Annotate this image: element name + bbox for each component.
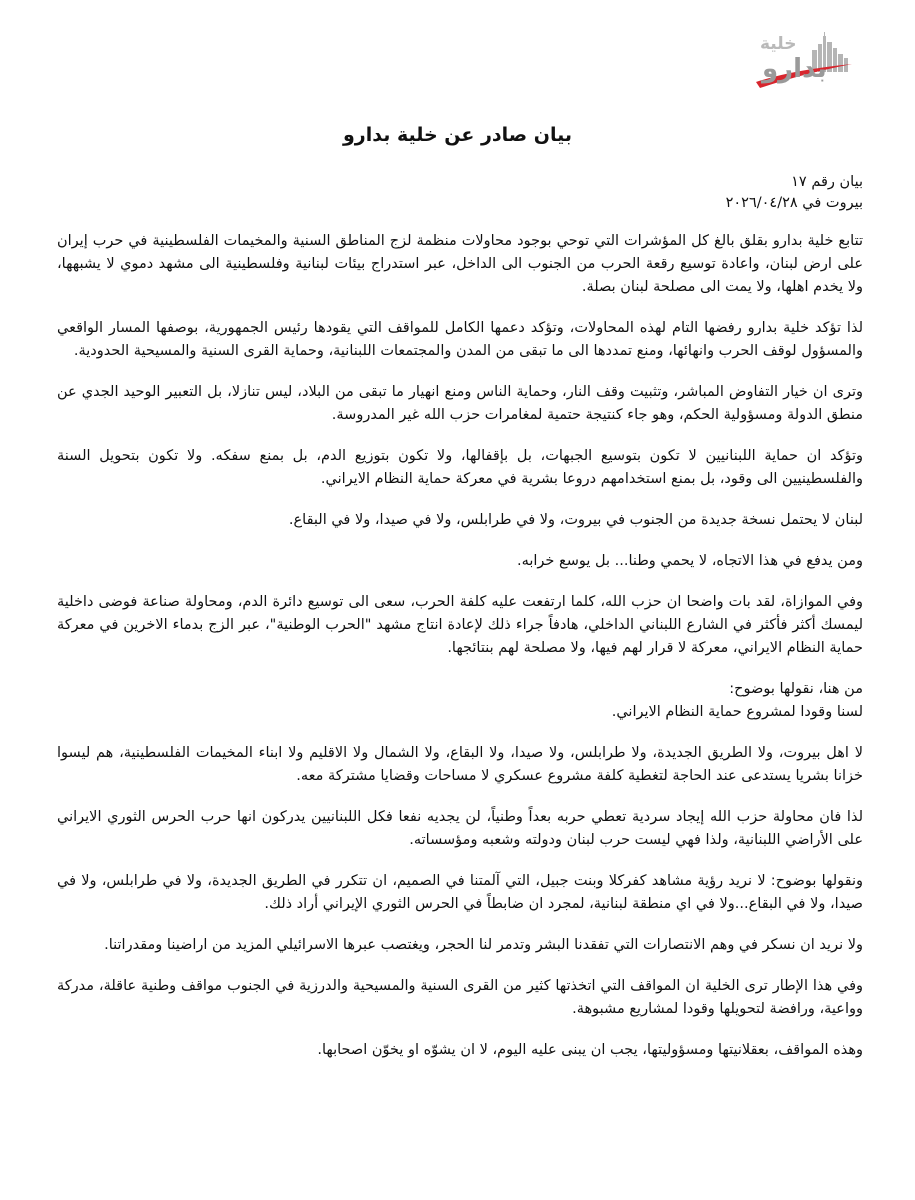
paragraph-15: وهذه المواقف، بعقلانيتها ومسؤوليتها، يجب ان يبنى عليه اليوم، لا ان يشوّه او يخوّن اصحابها.	[317, 1042, 863, 1058]
statement-number: بيان رقم ١٧	[791, 174, 863, 190]
paragraph-7: وفي الموازاة، لقد بات واضحا ان حزب الله، كلما ارتفعت عليه كلفة الحرب، سعى الى توسيع دائرة الدم، ومحاولة صناعة فوضى داخلية ليمسك أكثر فأكثر في الشارع اللبناني الداخلي، هادفاً جراء ذلك لإعادة انتاج مشهد "الحرب الوطنية"، عبر الزج بدماء الاخرين في معركة حماية النظام الايراني، معركة لا قرار لهم فيها، ولا مصلحة لهم بنتائجها.	[57, 594, 863, 656]
statement-meta	[63, 172, 863, 214]
paragraph-13: ولا نريد ان نسكر في وهم الانتصارات التي تفقدنا البشر وتدمر لنا الحجر، ويغتصب عبرها الاسرائيلي المزيد من اراضينا ومقدراتنا.	[104, 937, 863, 953]
paragraph-3: وترى ان خيار التفاوض المباشر، وتثبيت وقف النار، وحماية الناس ومنع انهيار ما تبقى من البلاد، ليس تنازلا، بل التعبير الوحيد الجدي عن منطق الدولة ومسؤولية الحكم، وهو جاء كنتيجة حتمية لمغامرات حزب الله غير المدروسة.	[57, 384, 863, 423]
logo	[752, 30, 857, 90]
paragraph-12: ونقولها بوضوح: لا نريد رؤية مشاهد كفركلا وبنت جبيل، التي آلمتنا في الصميم، ان تتكرر في الطريق الجديدة، ولا في طرابلس، ولا في صيدا، ولا في البقاع...ولا في اي منطقة لبنانية، لمجرد ان ضابطاً في الحرس الثوري الإيراني أراد ذلك.	[57, 873, 863, 912]
paragraph-10: لا اهل بيروت، ولا الطريق الجديدة، ولا طرابلس، ولا صيدا، ولا البقاع، ولا الشمال ولا الاقليم ولا ابناء المخيمات الفلسطينية، هم ليسوا خزانا بشريا يستدعى عند الحاجة لتغطية كلفة مشروع عسكري لا مساحات وقضايا مشتركة معه.	[57, 745, 863, 784]
document-title: بيان صادر عن خلية بدارو	[342, 124, 573, 146]
paragraph-6: ومن يدفع في هذا الاتجاه، لا يحمي وطنا... بل يوسع خرابه.	[516, 553, 863, 569]
paragraph-11: لذا فان محاولة حزب الله إيجاد سردية تعطي حربه بعداً وطنياً، لن يجديه نفعا فكل اللبنانيين يدركون انها حرب الحرس الثوري الايراني على الأراضي اللبنانية، ولذا فهي ليست حرب لبنان ودولته وشعبه ومؤسساته.	[57, 809, 863, 848]
paragraph-14: وفي هذا الإطار ترى الخلية ان المواقف التي اتخذتها كثير من القرى السنية والمسيحية والدرزية في الجنوب مواقف وطنية عاقلة، مدركة وواعية، ورافضة لتحويلها وقودا لمشاريع مشبوهة.	[57, 978, 863, 1017]
statement-date: بيروت في ٢٠٢٦/٠٤/٢٨	[725, 195, 863, 211]
paragraph-4: وتؤكد ان حماية اللبنانيين لا تكون بتوسيع الجبهات، بل بإقفالها، ولا تكون بتوزيع الدم، بل بمنع سفكه. ولا تكون بتحويل السنة والفلسطينيين الى وقود، بل بمنع استخدامهم دروعا بشرية في معركة حماية النظام الايراني.	[57, 448, 863, 487]
logo-line1: خلية	[760, 34, 797, 54]
statement-body	[57, 230, 863, 1080]
logo-line2: بدارو	[762, 54, 827, 84]
paragraph-2: لذا تؤكد خلية بدارو رفضها التام لهذه المحاولات، وتؤكد دعمها الكامل للمواقف التي يقودها رئيس الجمهورية، بوصفها المسار الواقعي والمسؤول لوقف الحرب وانهائها، ومنع تمددها الى ما تبقى من المدن والمجتمعات اللبنانية، وحماية القرى السنية والمسيحية الحدودية.	[57, 320, 863, 359]
paragraph-1: تتابع خلية بدارو بقلق بالغ كل المؤشرات التي توحي بوجود محاولات منظمة لزج المناطق السنية والمخيمات الفلسطينية في حرب إيران على ارض لبنان، واعادة توسيع رقعة الحرب من الجنوب الى الداخل، عبر استدراج بيئات لبنانية وفلسطينية الى مشهد دموي لا يشبهها، ولا يخدم اهلها، ولا يمت الى مصلحة لبنان بصلة.	[57, 233, 863, 295]
paragraph-9: لسنا وقودا لمشروع حماية النظام الايراني.	[611, 704, 863, 720]
paragraph-5: لبنان لا يحتمل نسخة جديدة من الجنوب في بيروت، ولا في طرابلس، ولا في صيدا، ولا في البقاع.	[288, 512, 863, 528]
paragraph-8: من هنا، نقولها بوضوح:	[729, 681, 863, 697]
